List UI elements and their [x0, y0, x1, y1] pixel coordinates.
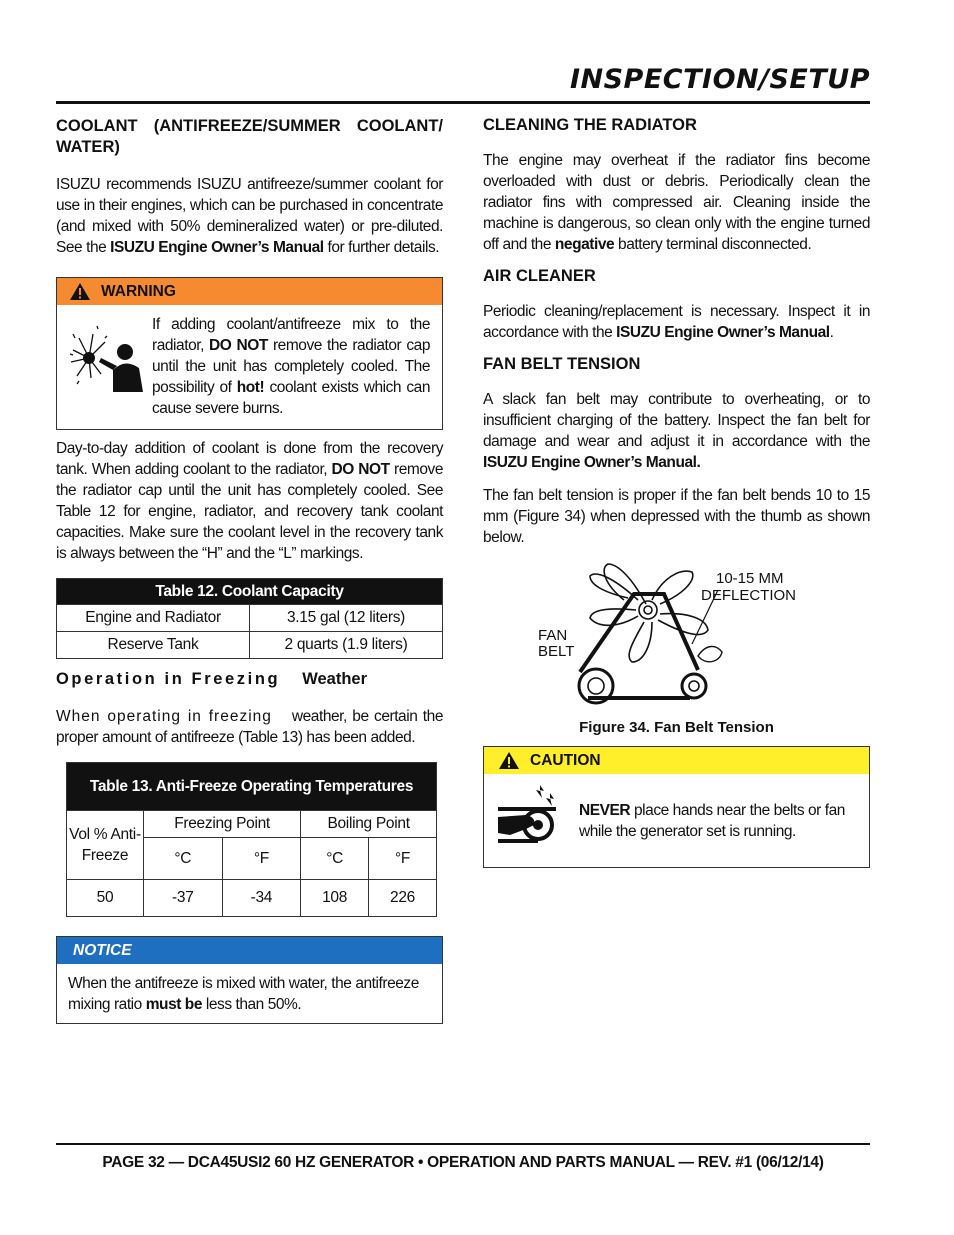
hand-belt-hazard-icon — [496, 783, 558, 855]
figure-caption: Figure 34. Fan Belt Tension — [579, 719, 774, 736]
table13-vol-header: Vol % Anti-Freeze — [67, 811, 144, 880]
coolant-paragraph-1 — [56, 174, 443, 258]
warning-label: WARNING — [101, 282, 176, 300]
notice-text-must-be: must be — [145, 996, 202, 1013]
coolant-paragraph-2 — [56, 438, 443, 564]
fan-belt-heading: FAN BELT TENSION — [483, 355, 641, 373]
freezing-p-a: When operating in freezing — [56, 708, 272, 725]
table12-cell: 3.15 gal (12 liters) — [250, 605, 443, 632]
table12-title: Table 12. Coolant Capacity — [57, 579, 443, 605]
fan-blade — [629, 622, 652, 662]
fan-hub — [639, 601, 657, 619]
table13-unit: °C — [144, 838, 223, 880]
caution-text-never: NEVER — [579, 802, 631, 819]
warning-text — [152, 314, 430, 419]
air-p-manual: ISUZU Engine Owner’s Manual — [616, 324, 830, 341]
page-footer: PAGE 32 — DCA45USI2 60 HZ GENERATOR • OPERATION AND PARTS MANUAL — REV. #1 (06/12/14) — [102, 1154, 824, 1171]
radiator-paragraph — [483, 150, 870, 255]
notice-text-a: When the antifreeze is mixed with water, the antifreeze mixing ratio — [68, 975, 419, 1013]
page-title: INSPECTION/SETUP — [569, 64, 870, 95]
coolant-p2-do-not: DO NOT — [331, 461, 390, 478]
fan-label: FAN — [538, 627, 568, 644]
table12-cell: Reserve Tank — [57, 632, 250, 659]
deflection-label-2: DEFLECTION — [701, 587, 797, 604]
fan-blade — [658, 614, 708, 635]
coolant-p1-text: ISUZU recommends ISUZU antifreeze/summer coolant for use in their engines, which can be purchased in concentrate (and mixed with 50% demineralized water) or pre-diluted. See the — [56, 176, 443, 256]
crank-pulley-inner — [588, 678, 604, 694]
warning-text-c: coolant exists which can cause severe burns. — [152, 379, 430, 417]
caution-triangle-icon — [498, 751, 520, 770]
table13-title: Table 13. Anti-Freeze Operating Temperatures — [67, 763, 437, 811]
antifreeze-table — [66, 762, 437, 917]
alternator-pulley — [682, 674, 706, 698]
fan-belt-paragraph-1 — [483, 389, 870, 473]
alternator-pulley-inner — [689, 681, 699, 691]
header-rule — [56, 101, 870, 104]
caution-text-body: place hands near the belts or fan while the generator set is running. — [579, 802, 845, 840]
fan-p1-text: A slack fan belt may contribute to overheating, or to insufficient charging of the battery. Inspect the fan belt for damage and wear and adjust it in accordance with the — [483, 391, 870, 450]
footer-rule — [56, 1143, 870, 1145]
air-cleaner-heading: AIR CLEANER — [483, 267, 596, 285]
notice-header — [57, 937, 442, 964]
warning-text-b: remove the radiator cap until the unit has completely cooled. The possibility of — [152, 337, 430, 396]
burn-hazard-icon — [67, 314, 147, 394]
coolant-heading: COOLANT (ANTIFREEZE/SUMMER COOLANT/ WATER) — [56, 117, 443, 156]
warning-text-a: If adding coolant/antifreeze mix to the radiator, — [152, 316, 430, 354]
caution-label: CAUTION — [530, 751, 601, 769]
warning-header — [57, 278, 442, 305]
table13-freezing-header: Freezing Point — [144, 811, 301, 838]
table12-cell: 2 quarts (1.9 liters) — [250, 632, 443, 659]
warning-triangle-icon — [69, 282, 91, 301]
table13-unit: °F — [222, 838, 301, 880]
table13-unit: °C — [301, 838, 369, 880]
deflection-label-1: 10-15 MM — [716, 570, 784, 587]
freezing-heading-a: Operation in Freezing — [56, 670, 281, 688]
notice-text — [68, 973, 434, 1015]
warning-text-do-not: DO NOT — [209, 337, 268, 354]
thumb-shape — [698, 646, 722, 661]
table13-cell: -37 — [144, 880, 223, 917]
coolant-p2-text: Day-to-day addition of coolant is done from the recovery tank. When adding coolant to the radiator, — [56, 440, 443, 478]
table13-boiling-header: Boiling Point — [301, 811, 437, 838]
fan-belt-figure — [530, 558, 830, 714]
notice-label: NOTICE — [73, 941, 132, 959]
fan-hub-center — [644, 606, 652, 614]
freezing-paragraph — [56, 706, 443, 748]
notice-text-b: less than 50%. — [202, 996, 302, 1013]
coolant-p1-manual: ISUZU Engine Owner’s Manual — [110, 239, 324, 256]
freezing-p-b: weather, be certain the proper amount of antifreeze (Table 13) has been added. — [56, 708, 443, 746]
notice-box — [56, 936, 443, 1024]
table13-cell: 108 — [301, 880, 369, 917]
belt-label: BELT — [538, 643, 575, 660]
coolant-capacity-table — [56, 578, 443, 659]
left-column — [56, 116, 443, 258]
table13-unit: °F — [369, 838, 437, 880]
air-p-text-end: . — [829, 324, 834, 341]
table13-cell: 50 — [67, 880, 144, 917]
freezing-heading — [56, 670, 443, 689]
fan-p1-manual: ISUZU Engine Owner’s Manual. — [483, 454, 701, 471]
air-p-text: Periodic cleaning/replacement is necessary. Inspect it in accordance with the — [483, 303, 870, 341]
freezing-heading-b: Weather — [302, 670, 368, 688]
radiator-p-text: The engine may overheat if the radiator fins become overloaded with dust or debris. Periodically clean the radiator fins with compressed air. Cleaning inside the machine is dangerous, so clean only with the engine turned off and the — [483, 152, 870, 253]
air-cleaner-paragraph — [483, 301, 870, 343]
fan-belt-paragraph-2: The fan belt tension is proper if the fan belt bends 10 to 15 mm (Figure 34) when depressed with the thumb as shown below. — [483, 487, 870, 546]
table12-cell: Engine and Radiator — [57, 605, 250, 632]
radiator-p-text-end: battery terminal disconnected. — [614, 236, 812, 253]
coolant-p1-text-end: for further details. — [323, 239, 440, 256]
right-column — [483, 116, 870, 548]
coolant-p2-text-end: remove the radiator cap until the unit has completely cooled. See Table 12 for engine, radiator, and recovery tank coolant capacities. Make sure the coolant level in the recovery tank is always between the “H” and the “L” markings. — [56, 461, 443, 562]
caution-box — [483, 746, 870, 868]
table13-cell: -34 — [222, 880, 301, 917]
caution-header — [484, 747, 869, 774]
radiator-p-negative: negative — [554, 236, 615, 253]
warning-text-hot: hot! — [236, 379, 265, 396]
caution-text — [579, 800, 861, 842]
table13-cell: 226 — [369, 880, 437, 917]
fan-blade — [652, 571, 693, 604]
warning-box — [56, 277, 443, 430]
radiator-heading: CLEANING THE RADIATOR — [483, 116, 697, 134]
